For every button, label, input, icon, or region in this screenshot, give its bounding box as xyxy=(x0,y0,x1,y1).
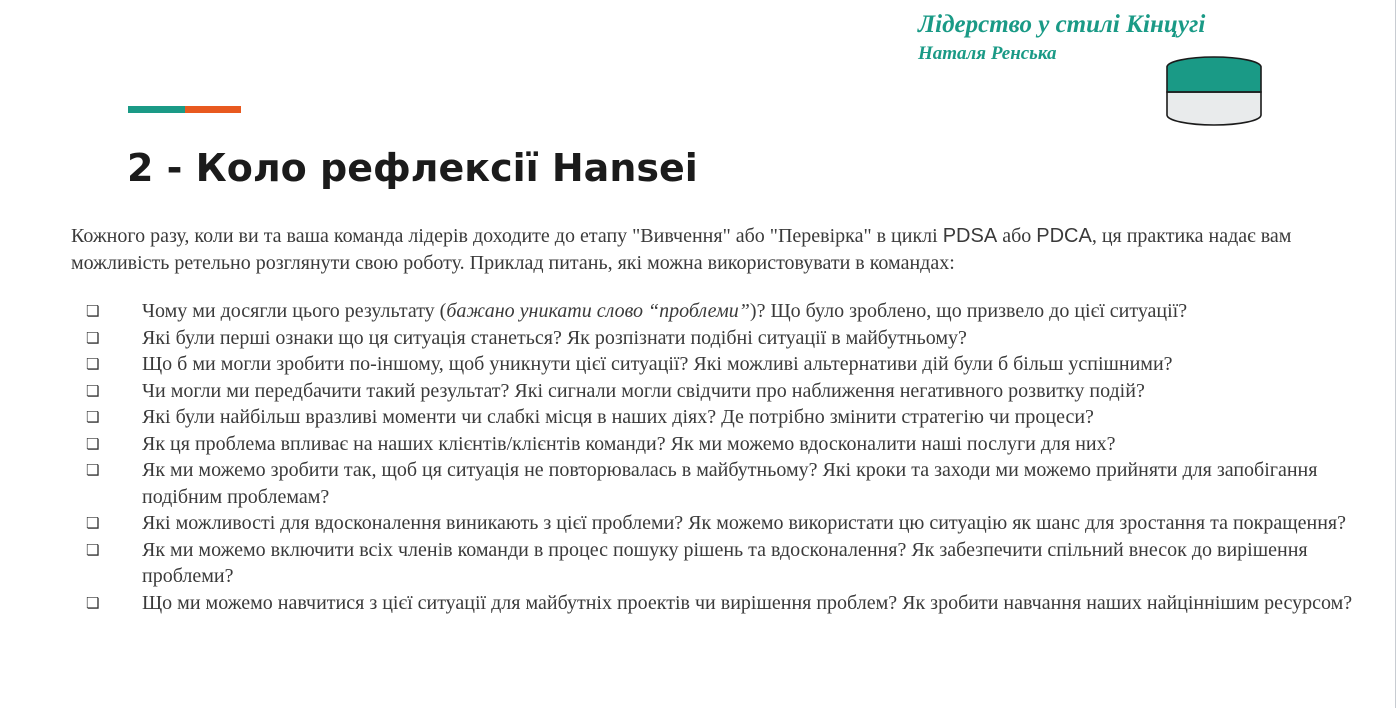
question-text: Що ми можемо навчитися з цієї ситуації для майбутніх проектів чи вирішення проблем? Як зробити навчання наших найціннішим ресурсом? xyxy=(142,591,1353,614)
question-item xyxy=(84,537,1384,590)
question-text: Чи могли ми передбачити такий результат? Які сигнали могли свідчити про наближення негативного розвитку подій? xyxy=(142,379,1145,402)
question-text: Що б ми могли зробити по-іншому, щоб уникнути цієї ситуації? Які можливі альтернативи дій були б більш успішними? xyxy=(142,353,1173,375)
checkbox-square-icon: ❏ xyxy=(86,302,100,320)
intro-text-2: або xyxy=(997,225,1037,247)
question-list xyxy=(84,298,1384,616)
title-accent-bar xyxy=(128,106,241,113)
checkbox-square-icon: ❏ xyxy=(86,355,100,373)
intro-pdsa: PDSA xyxy=(942,225,998,247)
checkbox-square-icon: ❏ xyxy=(86,514,100,532)
question-item xyxy=(84,404,1384,431)
slide-border xyxy=(1395,0,1396,708)
question-item xyxy=(84,325,1384,352)
checkbox-square-icon: ❏ xyxy=(86,461,100,479)
checkbox-square-icon: ❏ xyxy=(86,408,100,426)
checkbox-square-icon: ❏ xyxy=(86,328,100,347)
question-text: Як ми можемо зробити так, щоб ця ситуація не повторювалась в майбутньому? Які кроки та заходи ми можемо прийняти для запобігання подібним проблемам? xyxy=(142,459,1318,508)
question-text-end: )? Що було зроблено, що призвело до цієї ситуації? xyxy=(749,300,1188,322)
question-emphasis: бажано уникати слово “проблеми” xyxy=(446,300,750,322)
question-item xyxy=(84,590,1384,617)
question-item xyxy=(84,431,1384,458)
brand-author: Наталя Ренська xyxy=(918,43,1057,64)
brand-title: Лідерство у стилі Кінцугі xyxy=(918,11,1206,38)
checkbox-square-icon: ❏ xyxy=(86,540,100,559)
intro-text-3: , ця практика надає вам можливість ретельно розглянути свою роботу. Приклад питань, які можна використовувати в командах: xyxy=(71,225,1292,274)
question-item xyxy=(84,351,1384,378)
question-item xyxy=(84,378,1384,405)
question-item xyxy=(84,298,1384,325)
checkbox-square-icon: ❏ xyxy=(86,593,100,612)
question-text xyxy=(142,298,1384,325)
slide-title: 2 - Коло рефлексії Hansei xyxy=(127,146,698,190)
kintsugi-bowl-logo-icon xyxy=(1165,54,1265,130)
question-text: Як ця проблема впливає на наших клієнтів/клієнтів команди? Як ми можемо вдосконалити наші послуги для них? xyxy=(142,432,1116,455)
checkbox-square-icon: ❏ xyxy=(86,381,100,400)
accent-teal-segment xyxy=(128,106,185,113)
intro-paragraph xyxy=(71,223,1371,277)
question-text: Як ми можемо включити всіх членів команди в процес пошуку рішень та вдосконалення? Як забезпечити спільний внесок до вирішення проблеми? xyxy=(142,538,1308,587)
accent-orange-segment xyxy=(185,106,241,113)
question-item xyxy=(84,510,1384,537)
question-item xyxy=(84,457,1384,510)
question-text: Які були перші ознаки що ця ситуація станеться? Як розпізнати подібні ситуації в майбутньому? xyxy=(142,326,967,349)
question-text: Які можливості для вдосконалення виникають з цієї проблеми? Як можемо використати цю ситуацію як шанс для зростання та покращення? xyxy=(142,512,1347,534)
brand-header xyxy=(918,10,1205,66)
intro-pdca: PDCA xyxy=(1036,225,1092,247)
checkbox-square-icon: ❏ xyxy=(86,434,100,453)
intro-text-1: Кожного разу, коли ви та ваша команда лідерів доходите до етапу "Вивчення" або "Перевірка" в циклі xyxy=(71,225,943,247)
question-text-start: Чому ми досягли цього результату ( xyxy=(142,300,447,322)
question-text: Які були найбільш вразливі моменти чи слабкі місця в наших діях? Де потрібно змінити стратегію чи процеси? xyxy=(142,406,1094,428)
